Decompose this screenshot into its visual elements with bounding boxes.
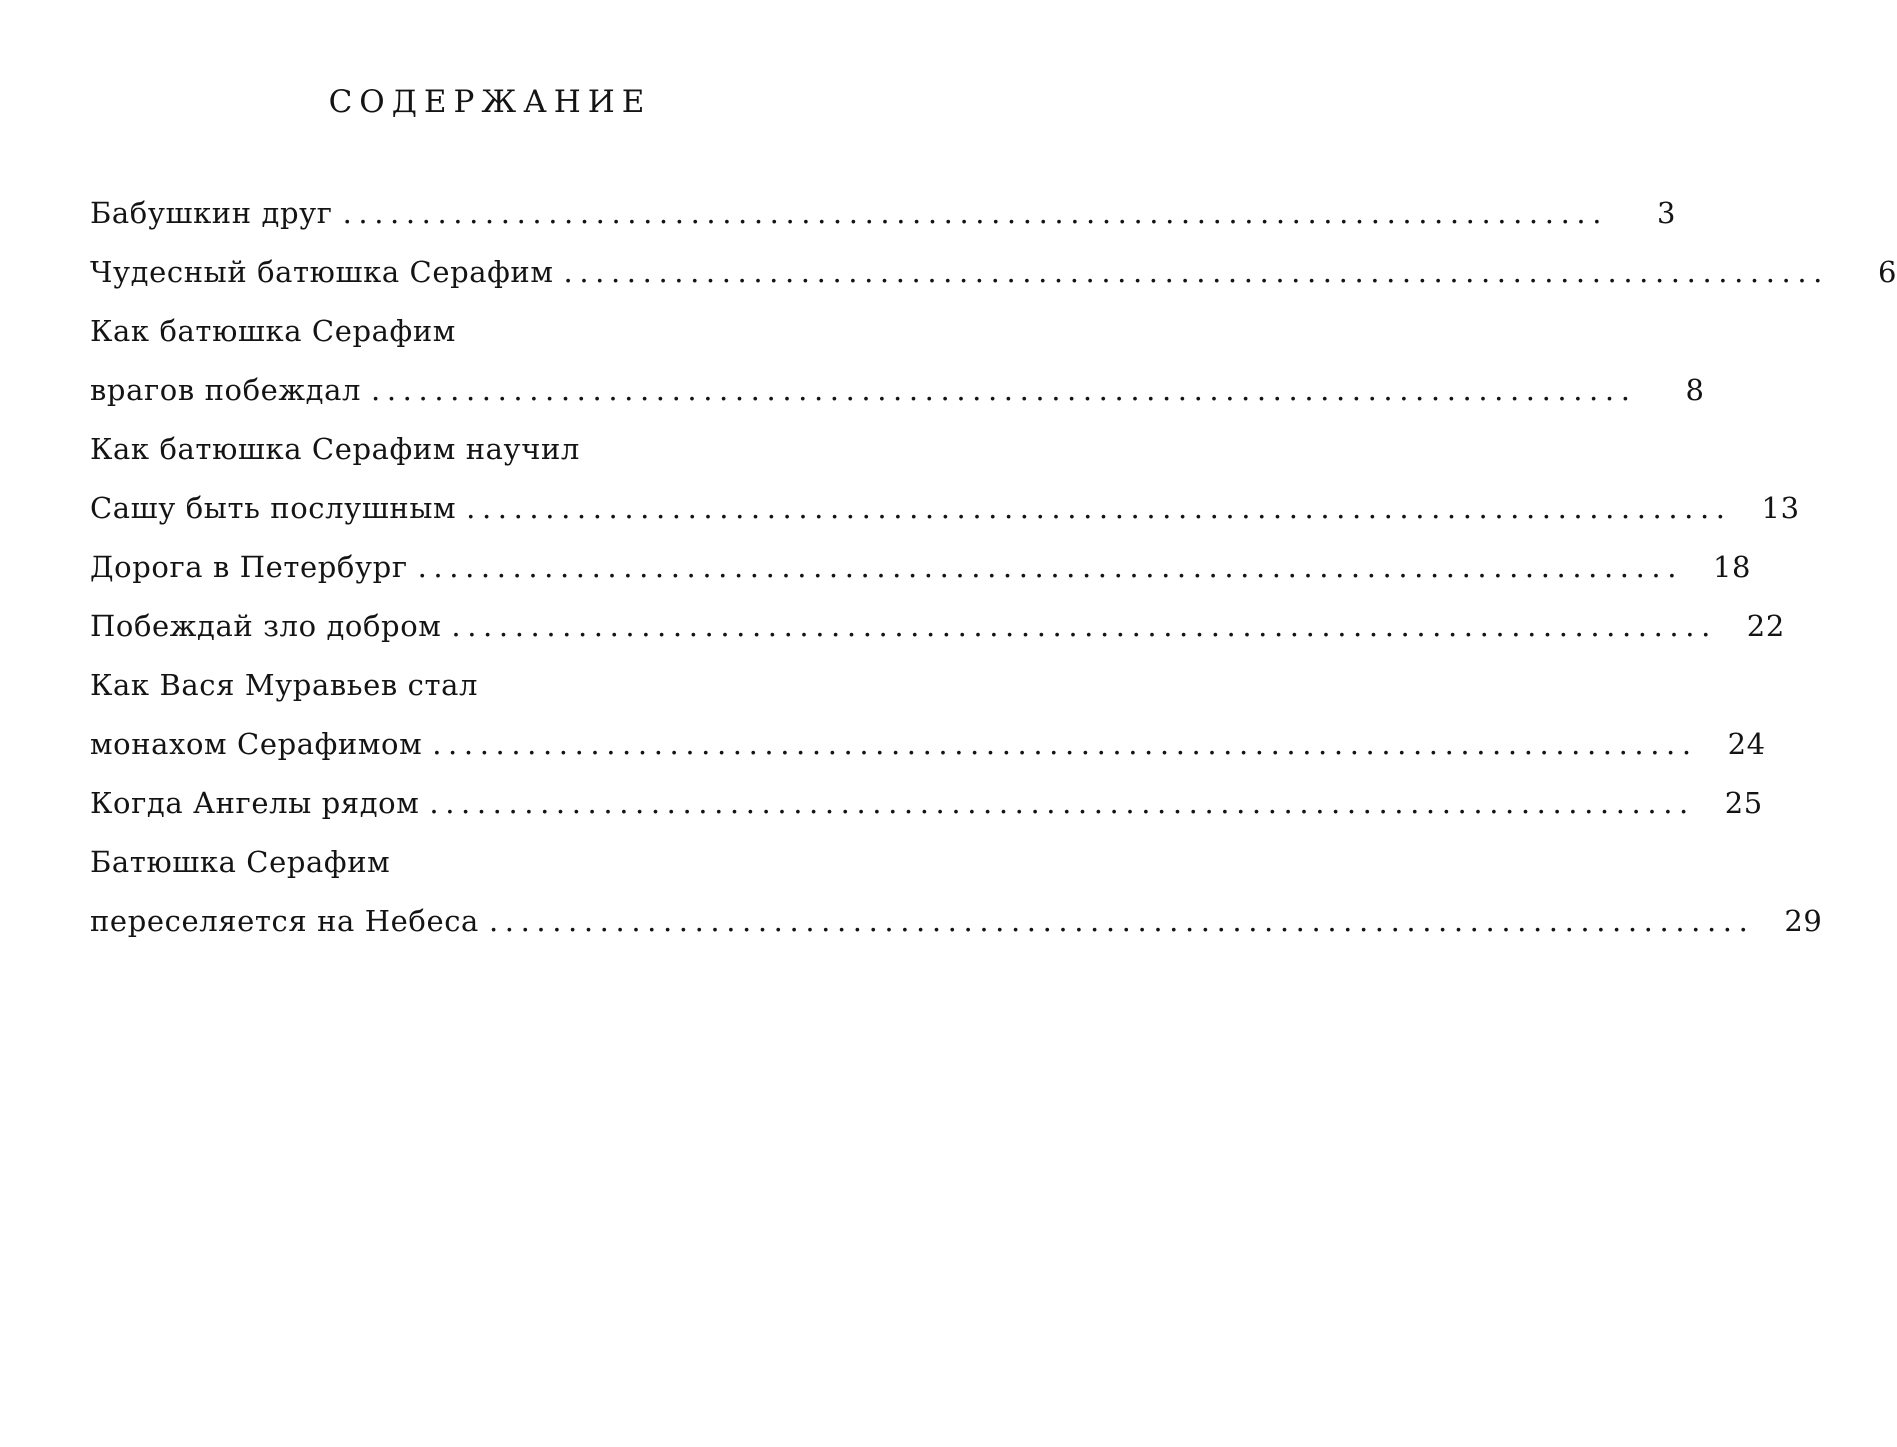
toc-entry-last-line <box>90 253 1897 291</box>
toc-entry-title: Сашу быть послушным <box>90 491 457 525</box>
toc-entry <box>90 843 1823 940</box>
dot-leader: ................................................................................ <box>371 373 1637 407</box>
toc-entry-last-line <box>90 902 1823 940</box>
toc-entry-last-line <box>90 607 1785 645</box>
toc-entry-last-line <box>90 784 1763 822</box>
toc-page-number: 18 <box>1712 550 1752 584</box>
toc-page-number: 8 <box>1685 373 1705 407</box>
toc-entry <box>90 194 1677 232</box>
toc-entry <box>90 548 1752 586</box>
toc-entry-title: Чудесный батюшка Серафим <box>90 255 554 289</box>
dot-leader: ................................................................................ <box>451 609 1717 643</box>
toc-entry-title: переселяется на Небеса <box>90 904 479 938</box>
toc-entry-last-line <box>90 371 1705 409</box>
toc-entry-title: Когда Ангелы рядом <box>90 786 420 820</box>
toc-entry-title: Батюшка Серафим <box>90 845 391 879</box>
toc-page-number: 22 <box>1746 609 1785 643</box>
dot-leader: ................................................................................ <box>432 727 1698 761</box>
toc-entry-title: врагов побеждал <box>90 373 362 407</box>
toc-entry-title: Как батюшка Серафим научил <box>90 432 580 466</box>
toc-entry-title: Как батюшка Серафим <box>90 314 456 348</box>
dot-leader: ................................................................................ <box>466 491 1732 525</box>
toc-page-number: 3 <box>1656 196 1677 230</box>
toc-entry-title: монахом Серафимом <box>90 727 423 761</box>
toc-entry <box>90 430 1800 527</box>
dot-leader: ................................................................................ <box>417 550 1684 584</box>
toc-entry <box>90 666 1766 763</box>
toc-entry-last-line <box>90 194 1677 232</box>
toc-page-number: 25 <box>1724 786 1763 820</box>
toc-page-number: 24 <box>1727 727 1766 761</box>
dot-leader: ................................................................................ <box>563 255 1829 289</box>
dot-leader: ................................................................................ <box>429 786 1695 820</box>
toc-entry-line <box>90 312 890 350</box>
toc-entry <box>90 784 1763 822</box>
toc-page-number: 29 <box>1784 904 1823 938</box>
toc-entry <box>90 607 1785 645</box>
toc-page-number: 6 <box>1877 255 1897 289</box>
toc-entry-title: Как Вася Муравьев стал <box>90 668 479 702</box>
toc-entry-line <box>90 430 890 468</box>
toc-entry-last-line <box>90 725 1766 763</box>
toc-entry-title: Бабушкин друг <box>90 196 333 230</box>
toc-entry-line <box>90 666 890 704</box>
toc-entry-title: Побеждай зло добром <box>90 609 442 643</box>
toc-entry <box>90 253 1897 291</box>
toc-entry-line <box>90 843 890 881</box>
toc-entry-last-line <box>90 548 1752 586</box>
toc-entry-title: Дорога в Петербург <box>90 550 408 584</box>
toc-page-number: 13 <box>1761 491 1800 525</box>
table-of-contents <box>90 194 1897 961</box>
dot-leader: ................................................................................ <box>488 904 1755 938</box>
toc-entry-last-line <box>90 489 1800 527</box>
toc-entry <box>90 312 1705 409</box>
page-title: СОДЕРЖАНИЕ <box>328 84 652 120</box>
dot-leader: ................................................................................ <box>342 196 1609 230</box>
